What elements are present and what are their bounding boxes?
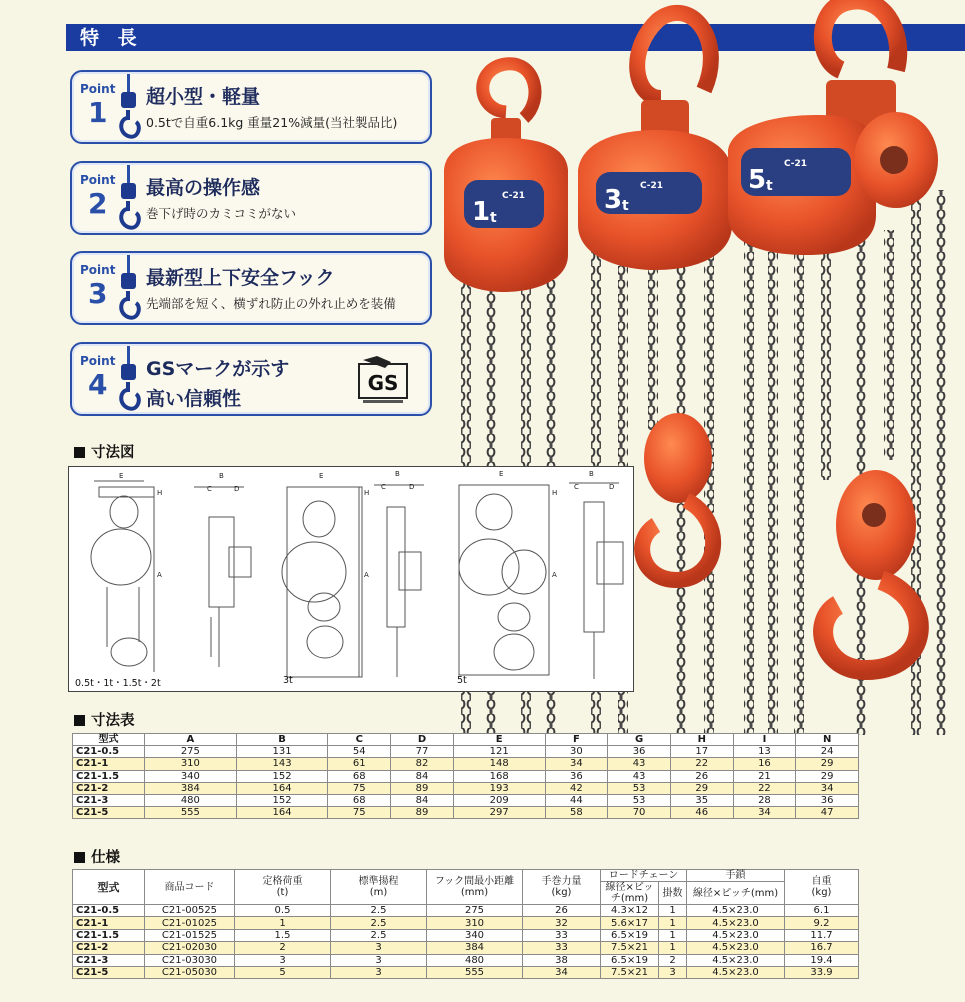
table-cell: 34: [545, 758, 608, 770]
table-cell: C21-02030: [145, 942, 235, 954]
dim-label-d: D: [609, 483, 615, 491]
header-unit: (t): [276, 887, 289, 898]
table-cell: 4.5×23.0: [687, 966, 785, 978]
section-dims-drawing: [74, 441, 135, 462]
drawing-caption: 5t: [457, 675, 467, 686]
table-cell: 5: [235, 966, 331, 978]
table-row: [73, 917, 859, 929]
drawing-caption: 0.5t・1t・1.5t・2t: [75, 678, 161, 689]
model-cell: C21-0.5: [73, 746, 145, 758]
table-cell: C21-01525: [145, 929, 235, 941]
table-cell: 33.9: [785, 966, 859, 978]
model-cell: C21-5: [73, 966, 145, 978]
table-cell: 61: [328, 758, 391, 770]
table-cell: 36: [796, 794, 859, 806]
table-cell: 36: [608, 746, 671, 758]
table-cell: 3: [331, 954, 427, 966]
table-cell: 148: [453, 758, 545, 770]
hoist-5t-unit: t: [766, 178, 773, 194]
table-cell: 53: [608, 794, 671, 806]
table-cell: 35: [670, 794, 733, 806]
table-cell: 6.5×19: [601, 954, 659, 966]
table-row: [73, 746, 859, 758]
table-cell: 555: [427, 966, 523, 978]
table-cell: 33: [523, 929, 601, 941]
table-cell: 2.5: [331, 929, 427, 941]
table-cell: 121: [453, 746, 545, 758]
model-cell: C21-1: [73, 758, 145, 770]
table-cell: 4.5×23.0: [687, 942, 785, 954]
table-cell: 54: [328, 746, 391, 758]
table-row: [73, 905, 859, 917]
table-cell: 30: [545, 746, 608, 758]
dimension-drawing: [68, 466, 634, 692]
dim-label-c: C: [207, 485, 212, 493]
table-cell: 89: [391, 807, 454, 819]
table-cell: 84: [391, 794, 454, 806]
table-cell: 53: [608, 782, 671, 794]
table-row: [73, 954, 859, 966]
point-number: 1: [88, 96, 108, 129]
column-header: C: [328, 734, 391, 746]
header-text: 自重: [811, 876, 832, 887]
point-subtitle: 巻下げ時のカミコミがない: [146, 206, 297, 221]
page-title: 特 長: [80, 27, 143, 49]
model-cell: C21-2: [73, 782, 145, 794]
dim-label-d: D: [409, 483, 415, 491]
column-header: E: [453, 734, 545, 746]
point-title-line2: 高い信頼性: [146, 388, 242, 410]
table-cell: 1: [659, 929, 687, 941]
section-spec: [74, 846, 120, 867]
table-cell: 34: [523, 966, 601, 978]
column-header: [523, 870, 601, 905]
table-row: [73, 942, 859, 954]
table-cell: 17: [670, 746, 733, 758]
point-number: 4: [88, 368, 108, 401]
feature-point-1: [70, 70, 432, 144]
table-row: [73, 782, 859, 794]
table-cell: 310: [427, 917, 523, 929]
point-word: Point: [80, 173, 116, 187]
table-cell: 3: [331, 942, 427, 954]
column-header: D: [391, 734, 454, 746]
table-cell: 555: [145, 807, 237, 819]
dim-label-e: E: [499, 470, 504, 478]
column-header: F: [545, 734, 608, 746]
table-cell: 2.5: [331, 905, 427, 917]
point-subtitle: 0.5tで自重6.1kg 重量21%減量(当社製品比): [146, 115, 398, 130]
table-cell: 2: [659, 954, 687, 966]
table-cell: 164: [236, 782, 328, 794]
point-subtitle: 先端部を短く、横ずれ防止の外れ止めを装備: [146, 296, 396, 311]
table-cell: 168: [453, 770, 545, 782]
column-header: 線径×ピッチ(mm): [687, 882, 785, 905]
model-cell: C21-2: [73, 942, 145, 954]
column-header: N: [796, 734, 859, 746]
hoist-5t-model: C-21: [784, 159, 808, 169]
dim-label-h: H: [364, 489, 370, 497]
hook-icon: [114, 74, 144, 142]
table-cell: 4.5×23.0: [687, 929, 785, 941]
table-cell: 275: [145, 746, 237, 758]
table-cell: 4.3×12: [601, 905, 659, 917]
table-cell: 480: [145, 794, 237, 806]
table-cell: 4.5×23.0: [687, 905, 785, 917]
table-cell: 47: [796, 807, 859, 819]
model-cell: C21-1.5: [73, 770, 145, 782]
header-unit: (kg): [811, 887, 832, 898]
column-header: G: [608, 734, 671, 746]
column-header: H: [670, 734, 733, 746]
model-cell: C21-1.5: [73, 929, 145, 941]
table-row: [73, 758, 859, 770]
table-cell: 36: [545, 770, 608, 782]
column-header: I: [733, 734, 796, 746]
spec-table: [72, 869, 859, 979]
column-header: ロードチェーン: [601, 870, 687, 882]
header-text: フック間最小距離: [434, 876, 515, 887]
model-cell: C21-3: [73, 954, 145, 966]
dim-label-d: D: [234, 485, 240, 493]
point-title: 超小型・軽量: [146, 86, 261, 108]
table-cell: 34: [796, 782, 859, 794]
table-cell: 38: [523, 954, 601, 966]
header-unit: (m): [369, 887, 388, 898]
dim-label-b: B: [219, 472, 224, 480]
column-header: 商品コード: [145, 870, 235, 905]
dim-label-a: A: [552, 571, 557, 579]
table-cell: 16.7: [785, 942, 859, 954]
table-cell: 28: [733, 794, 796, 806]
hoist-5t-capacity: 5: [748, 165, 767, 195]
hook-icon: [114, 346, 144, 414]
table-cell: 29: [796, 770, 859, 782]
table-cell: 1: [235, 917, 331, 929]
table-cell: 1: [659, 917, 687, 929]
hoist-1t-capacity: 1: [472, 197, 491, 227]
dim-label-h: H: [552, 489, 558, 497]
table-header-row: [73, 870, 859, 882]
table-cell: 70: [608, 807, 671, 819]
table-cell: 1: [659, 942, 687, 954]
table-cell: 4.5×23.0: [687, 917, 785, 929]
header-unit: (mm): [460, 887, 489, 898]
table-cell: 297: [453, 807, 545, 819]
table-cell: 42: [545, 782, 608, 794]
feature-point-2: [70, 161, 432, 235]
table-cell: 6.5×19: [601, 929, 659, 941]
table-cell: 13: [733, 746, 796, 758]
table-cell: 131: [236, 746, 328, 758]
hoist-1t-model: C-21: [502, 191, 526, 201]
table-cell: 21: [733, 770, 796, 782]
dim-label-a: A: [157, 571, 162, 579]
table-cell: 75: [328, 807, 391, 819]
table-cell: 340: [145, 770, 237, 782]
dimensions-table: [72, 733, 859, 819]
table-cell: 3: [235, 954, 331, 966]
table-cell: 7.5×21: [601, 966, 659, 978]
table-row: [73, 929, 859, 941]
table-cell: 68: [328, 794, 391, 806]
table-cell: 46: [670, 807, 733, 819]
table-cell: 6.1: [785, 905, 859, 917]
hoist-3t-capacity: 3: [604, 185, 623, 215]
dim-label-b: B: [589, 470, 594, 478]
table-row: [73, 807, 859, 819]
table-cell: 143: [236, 758, 328, 770]
table-cell: 26: [523, 905, 601, 917]
table-cell: 1: [659, 905, 687, 917]
table-cell: 58: [545, 807, 608, 819]
table-cell: 3: [659, 966, 687, 978]
table-cell: 7.5×21: [601, 942, 659, 954]
model-cell: C21-0.5: [73, 905, 145, 917]
gs-mark-label: GS: [367, 371, 399, 395]
table-header-row: [73, 734, 859, 746]
table-cell: 77: [391, 746, 454, 758]
point-number: 2: [88, 187, 108, 220]
dim-label-e: E: [319, 472, 324, 480]
table-cell: C21-01025: [145, 917, 235, 929]
table-cell: 75: [328, 782, 391, 794]
table-cell: 43: [608, 770, 671, 782]
header-text: 定格荷重: [262, 876, 303, 887]
drawing-caption: 3t: [283, 675, 293, 686]
hoist-1t-unit: t: [490, 210, 497, 226]
table-cell: 310: [145, 758, 237, 770]
point-word: Point: [80, 354, 116, 368]
model-cell: C21-1: [73, 917, 145, 929]
table-row: [73, 966, 859, 978]
section-title: 寸法表: [91, 713, 135, 729]
section-title: 仕様: [91, 850, 120, 866]
point-number: 3: [88, 277, 108, 310]
table-cell: 22: [733, 782, 796, 794]
table-cell: 275: [427, 905, 523, 917]
table-cell: 29: [796, 758, 859, 770]
table-cell: 22: [670, 758, 733, 770]
table-cell: 480: [427, 954, 523, 966]
column-header: [331, 870, 427, 905]
table-cell: 5.6×17: [601, 917, 659, 929]
table-cell: 33: [523, 942, 601, 954]
column-header: B: [236, 734, 328, 746]
table-cell: 4.5×23.0: [687, 954, 785, 966]
model-cell: C21-5: [73, 807, 145, 819]
table-cell: C21-03030: [145, 954, 235, 966]
table-cell: 32: [523, 917, 601, 929]
table-cell: 3: [331, 966, 427, 978]
section-dims-table: [74, 709, 135, 730]
dim-label-c: C: [574, 483, 579, 491]
model-cell: C21-3: [73, 794, 145, 806]
hoist-3t-unit: t: [622, 198, 629, 214]
table-cell: 2.5: [331, 917, 427, 929]
table-cell: 2: [235, 942, 331, 954]
table-cell: 164: [236, 807, 328, 819]
table-cell: 82: [391, 758, 454, 770]
column-header: [785, 870, 859, 905]
table-cell: 0.5: [235, 905, 331, 917]
dim-label-e: E: [119, 472, 124, 480]
table-cell: C21-00525: [145, 905, 235, 917]
table-cell: 9.2: [785, 917, 859, 929]
table-cell: 43: [608, 758, 671, 770]
header-text: 標準揚程: [358, 876, 399, 887]
column-header: [427, 870, 523, 905]
hoist-3t-model: C-21: [640, 181, 664, 191]
column-header: A: [145, 734, 237, 746]
hook-icon: [114, 255, 144, 323]
point-title: 最新型上下安全フック: [146, 267, 335, 289]
table-cell: 29: [670, 782, 733, 794]
feature-point-4: [70, 342, 432, 416]
table-cell: 19.4: [785, 954, 859, 966]
table-cell: 84: [391, 770, 454, 782]
table-row: [73, 794, 859, 806]
table-cell: 384: [427, 942, 523, 954]
table-cell: 152: [236, 794, 328, 806]
table-cell: 193: [453, 782, 545, 794]
point-word: Point: [80, 82, 116, 96]
table-cell: 152: [236, 770, 328, 782]
dim-label-h: H: [157, 489, 163, 497]
dim-label-c: C: [381, 483, 386, 491]
dim-label-a: A: [364, 571, 369, 579]
section-title: 寸法図: [91, 445, 135, 461]
table-cell: 24: [796, 746, 859, 758]
point-word: Point: [80, 263, 116, 277]
point-title: GSマークが示す: [146, 358, 290, 380]
dim-label-b: B: [395, 470, 400, 478]
column-header: 型式: [73, 734, 145, 746]
header-unit: (kg): [551, 887, 572, 898]
table-cell: 384: [145, 782, 237, 794]
table-cell: 16: [733, 758, 796, 770]
column-header: 手鎖: [687, 870, 785, 882]
table-cell: 11.7: [785, 929, 859, 941]
feature-point-3: [70, 251, 432, 325]
table-cell: 209: [453, 794, 545, 806]
table-cell: C21-05030: [145, 966, 235, 978]
table-cell: 1.5: [235, 929, 331, 941]
column-header: 型式: [73, 870, 145, 905]
table-cell: 44: [545, 794, 608, 806]
column-header: 線径×ピッチ(mm): [601, 882, 659, 905]
column-header: 掛数: [659, 882, 687, 905]
point-title: 最高の操作感: [146, 177, 261, 199]
table-cell: 68: [328, 770, 391, 782]
table-cell: 340: [427, 929, 523, 941]
gs-mark-icon: [355, 354, 411, 408]
table-cell: 34: [733, 807, 796, 819]
header-text: 手巻力量: [541, 876, 582, 887]
table-cell: 89: [391, 782, 454, 794]
table-cell: 26: [670, 770, 733, 782]
table-row: [73, 770, 859, 782]
column-header: [235, 870, 331, 905]
hook-icon: [114, 165, 144, 233]
